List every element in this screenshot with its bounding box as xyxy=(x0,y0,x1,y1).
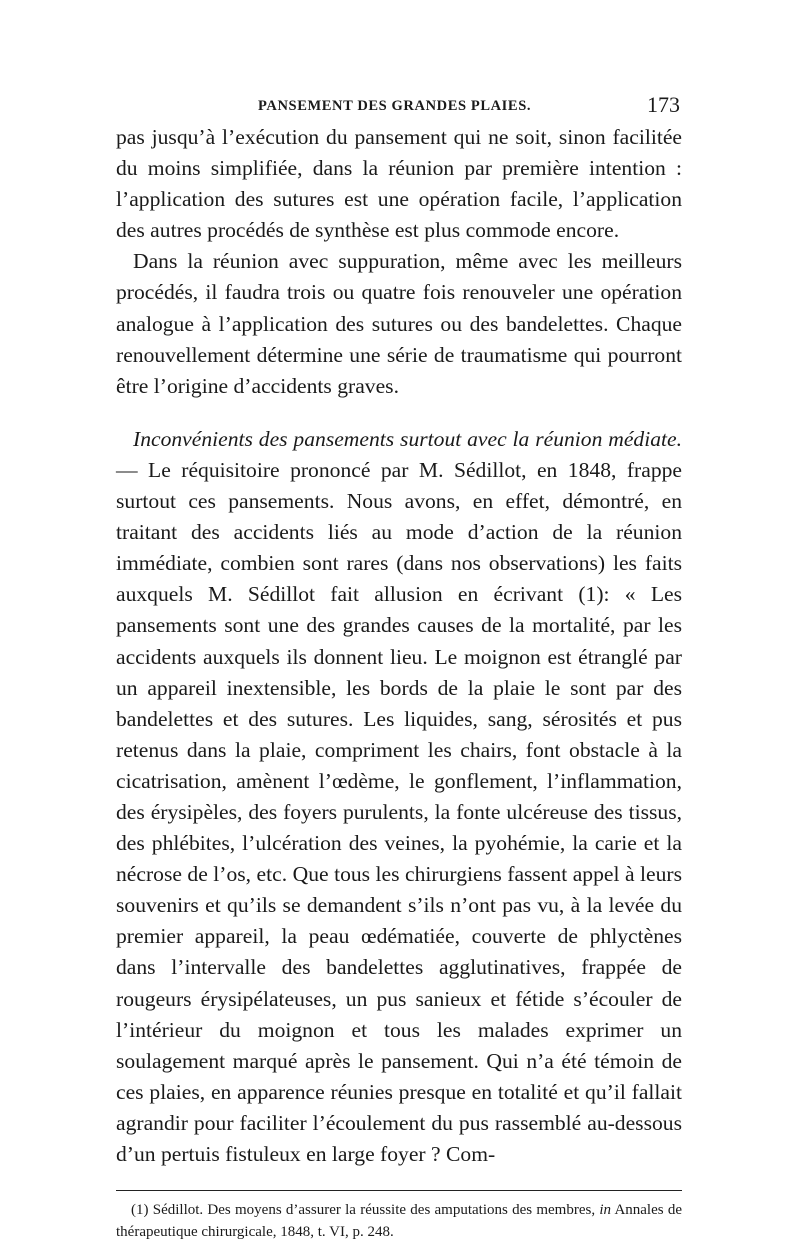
paragraph-suppuration: Dans la réunion avec suppuration, même avec les meilleurs procédés, il faudra trois ou quatre fois renouveler une opération analogue à l’application des sutures ou des bandelettes. Chaque renouvellement détermine une série de traumatisme qui pourront être l’origine d’accidents graves. xyxy=(116,249,682,398)
paragraph-continued: pas jusqu’à l’exécution du pansement qui ne soit, sinon facilitée du moins simplifiée, dans la réunion par première intention : l’application des sutures est une opération facile, l’application des autres procédés de synthèse est plus commode encore. xyxy=(116,125,682,243)
footnote-rule xyxy=(116,1190,682,1191)
running-head xyxy=(116,92,682,122)
paragraph-inconvenients xyxy=(116,424,682,1170)
running-title: PANSEMENT DES GRANDES PLAIES. xyxy=(258,98,532,114)
body-text xyxy=(116,122,682,1170)
footnote xyxy=(116,1199,682,1243)
footnote-italic-in: in xyxy=(599,1202,612,1219)
page-number: 173 xyxy=(647,92,680,117)
paragraph-inconvenients-text: Le réquisitoire prononcé par M. Sédillot, en 1848, frappe surtout ces pansements. Nous avons, en effet, démontré, en traitant des accidents liés au mode d’action de la réunion immédiate, combien sont rares (dans nos observations) les faits auxquels M. Sédillot fait allusion en écrivant (1): « Les pansements sont une des grandes causes de la mortalité, par les accidents auxquels ils donnent lieu. Le moignon est étranglé par un appareil inextensible, les bords de la plaie le sont par des bandelettes et des sutures. Les liquides, sang, sérosités et pus retenus dans la plaie, compriment les chairs, font obstacle à la cicatrisation, amènent l’œdème, le gonflement, l’inflammation, des érysipèles, des foyers purulents, la fonte ulcéreuse des tissus, des phlébites, l’ulcération des veines, la pyohémie, la carie et la nécrose de l’os, etc. Que tous les chirurgiens fassent appel à leurs souvenirs et qu’ils se demandent s’ils n’ont pas vu, à la levée du premier appareil, la peau œdématiée, couverte de phlyctènes dans l’intervalle des bandelettes agglutinatives, frappée de rougeurs érysipélateuses, un pus sanieux et fétide s’écouler de l’intérieur du moignon et tous les malades exprimer un soulagement marqué après le pansement. Qui n’a été témoin de ces plaies, en apparence réunies presque en totalité et qu’il fallait agrandir pour faciliter l’écoulement du pus rassemblé au-dessous d’un pertuis fistuleux en large foyer ? Com- xyxy=(116,457,682,1166)
section-heading-dash: — xyxy=(116,457,138,482)
book-page xyxy=(116,92,682,1258)
footnote-text-end: Annales de thérapeutique chirurgicale, 1848, t. VI, p. 248. xyxy=(116,1202,683,1241)
section-heading: Inconvénients des pansements surtout avec la réunion médiate. xyxy=(133,426,682,451)
footnote-text-start: (1) Sédillot. Des moyens d’assurer la réussite des amputations des membres, xyxy=(131,1202,600,1219)
